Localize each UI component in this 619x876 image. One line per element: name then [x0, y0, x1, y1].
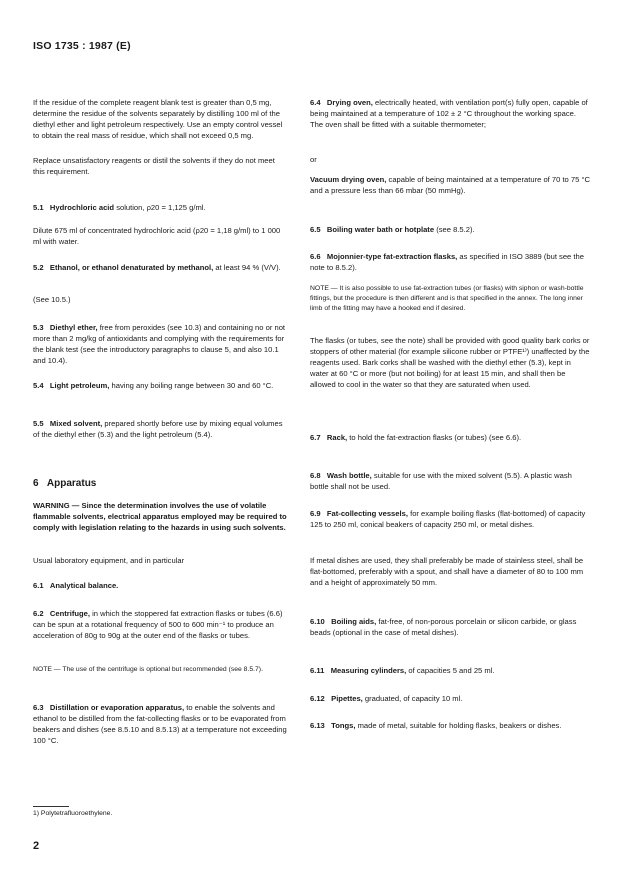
- clause-title: Distillation or evaporation apparatus,: [49, 703, 185, 712]
- page-number: 2: [33, 840, 40, 852]
- paragraph-dilute-acid: Dilute 675 ml of concentrated hydrochloric acid (ρ20 = 1,18 g/ml) to 1 000 ml with water.: [33, 226, 281, 246]
- clause-5-4: [33, 380, 288, 391]
- clause-title: Pipettes,: [331, 694, 363, 703]
- clause-title: Diethyl ether,: [49, 323, 98, 332]
- clause-text: at least 94 % (V/V).: [215, 263, 281, 272]
- clause-text: graduated, of capacity 10 ml.: [364, 694, 463, 703]
- section-number: 6: [33, 478, 39, 489]
- paragraph-see-10-5: (See 10.5.): [33, 295, 71, 304]
- note-fat-extraction-tubes: NOTE — It is also possible to use fat-extraction tubes (or flasks) with siphon or wash-bottle fittings, but the procedure is then different and is that specified in the annex. The long inner limb of the fitting may have a hooked end if desired.: [310, 285, 584, 312]
- clause-text: (see 8.5.2).: [436, 225, 475, 234]
- clause-number: 6.6: [310, 252, 321, 261]
- clause-6-11: [310, 665, 590, 676]
- paragraph-replace-reagents: Replace unsatisfactory reagents or distil the solvents if they do not meet this requirement.: [33, 156, 275, 176]
- clause-title: Boiling aids,: [331, 617, 377, 626]
- clause-6-12: [310, 693, 590, 704]
- clause-6-6: [310, 251, 590, 273]
- clause-title: Fat-collecting vessels,: [326, 509, 408, 518]
- clause-5-5: [33, 418, 288, 440]
- clause-title: Wash bottle,: [326, 471, 372, 480]
- clause-title: Ethanol, or ethanol denaturated by methanol,: [49, 263, 214, 272]
- clause-title: Mojonnier-type fat-extraction flasks,: [326, 252, 458, 261]
- paragraph-corks: The flasks (or tubes, see the note) shall be provided with good quality bark corks or stoppers of other material (for example silicone rubber or PTFE¹⁾) unaffected by the reagents used. Bark corks shall be washed with the diethyl ether (5.3), kept in water at 60 °C or more (but not boiling) for at least 15 min, and shall then be allowed to cool in the water so that they are saturated when used.: [310, 336, 590, 389]
- clause-title: Light petroleum,: [49, 381, 110, 390]
- paragraph-blank-test: If the residue of the complete reagent blank test is greater than 0,5 mg, determine the residue of the solvents separately by distilling 100 ml of the diethyl ether and light petroleum respectively. Use an empty control vessel to obtain the real mass of residue, which shall not exceed 0,5 mg.: [33, 98, 283, 140]
- clause-text: of capacities 5 and 25 ml.: [408, 666, 495, 675]
- clause-number: 5.5: [33, 419, 44, 428]
- warning-paragraph: WARNING — Since the determination involves the use of volatile flammable solvents, electrical apparatus employed may be required to comply with legislation relating to the hazards in using such solvents.: [33, 501, 287, 532]
- clause-number: 6.10: [310, 617, 325, 626]
- clause-text: free from peroxides (see 10.3) and containing no or not more than 2 mg/kg of antioxidants and complying with the requirements for the blank test (see the introductory paragraphs to clause 5, and also 10.1 and 10.4).: [33, 323, 286, 365]
- clause-text: prepared shortly before use by mixing equal volumes of the diethyl ether (5.3) and the light petroleum (5.4).: [33, 419, 283, 439]
- clause-text: made of metal, suitable for holding flasks, beakers or dishes.: [357, 721, 562, 730]
- clause-6-2: [33, 608, 288, 641]
- clause-number: 6.4: [310, 98, 321, 107]
- clause-title: Vacuum drying oven,: [310, 175, 387, 184]
- clause-5-3: [33, 322, 288, 366]
- clause-title: Measuring cylinders,: [330, 666, 407, 675]
- paragraph-or: or: [310, 155, 317, 164]
- clause-title: Rack,: [326, 433, 348, 442]
- clause-text: for example boiling flasks (flat-bottomed) of capacity 125 to 250 ml, conical beakers of capacity 250 ml, or metal dishes.: [310, 509, 586, 529]
- clause-title: Analytical balance.: [49, 581, 119, 590]
- clause-text: electrically heated, with ventilation port(s) fully open, capable of being maintained at a temperature of 102 ± 2 °C throughout the working space. The oven shall be fitted with a suitable thermometer;: [310, 98, 588, 129]
- clause-number: 6.2: [33, 609, 44, 618]
- clause-title: Tongs,: [331, 721, 356, 730]
- clause-text: in which the stoppered fat extraction flasks or tubes (6.6) can be spun at a rotational frequency of 500 to 600 min⁻¹ to produce an acceleration of 80g to 90g at the outer end of the flasks or tubes.: [33, 609, 283, 640]
- clause-number: 6.13: [310, 721, 325, 730]
- footnote: 1) Polytetrafluoroethylene.: [33, 810, 113, 817]
- clause-number: 6.11: [310, 666, 325, 675]
- note-centrifuge: NOTE — The use of the centrifuge is optional but recommended (see 8.5.7).: [33, 666, 263, 673]
- clause-6-10: [310, 616, 590, 638]
- clause-6-4: [310, 97, 590, 130]
- clause-6-9: [310, 508, 590, 530]
- clause-title: Mixed solvent,: [49, 419, 103, 428]
- footnote-divider: [33, 806, 69, 807]
- clause-number: 5.4: [33, 381, 44, 390]
- clause-number: 6.9: [310, 509, 321, 518]
- vacuum-drying-oven: [310, 174, 590, 196]
- clause-title: Centrifuge,: [49, 609, 90, 618]
- clause-text: as specified in ISO 3889 (but see the note to 8.5.2).: [310, 252, 584, 272]
- clause-number: 5.2: [33, 263, 44, 272]
- clause-number: 6.12: [310, 694, 325, 703]
- clause-text: solution, ρ20 = 1,125 g/ml.: [116, 203, 206, 212]
- document-header: ISO 1735 : 1987 (E): [33, 40, 131, 52]
- clause-number: 6.8: [310, 471, 321, 480]
- clause-text: capable of being maintained at a temperature of 70 to 75 °C and a pressure less than 66 mbar (50 mmHg).: [310, 175, 590, 195]
- clause-6-7: [310, 432, 590, 443]
- clause-6-1: [33, 580, 288, 591]
- clause-text: having any boiling range between 30 and 60 °C.: [111, 381, 274, 390]
- clause-number: 6.1: [33, 581, 44, 590]
- clause-5-2: [33, 262, 288, 273]
- clause-text: fat-free, of non-porous porcelain or silicon carbide, or glass beads (optional in the case of metal dishes).: [310, 617, 577, 637]
- clause-text: to enable the solvents and ethanol to be distilled from the fat-collecting flasks or to be evaporated from beakers and dishes (see 8.5.10 and 8.5.13) at a temperature not exceeding 100 °C.: [33, 703, 287, 745]
- paragraph-usual-equipment: Usual laboratory equipment, and in particular: [33, 556, 185, 565]
- clause-number: 6.5: [310, 225, 321, 234]
- section-title: Apparatus: [46, 478, 97, 489]
- clause-6-13: [310, 720, 590, 731]
- clause-number: 5.3: [33, 323, 44, 332]
- clause-text: suitable for use with the mixed solvent (5.5). A plastic wash bottle shall not be used.: [310, 471, 572, 491]
- clause-number: 5.1: [33, 203, 44, 212]
- clause-title: Boiling water bath or hotplate: [326, 225, 435, 234]
- clause-title: Hydrochloric acid: [49, 203, 115, 212]
- clause-6-3: [33, 702, 288, 746]
- section-6-heading: [33, 477, 288, 490]
- clause-title: Drying oven,: [326, 98, 373, 107]
- clause-6-5: [310, 224, 590, 235]
- clause-text: to hold the fat-extraction flasks (or tubes) (see 6.6).: [349, 433, 522, 442]
- paragraph-metal-dishes: If metal dishes are used, they shall preferably be made of stainless steel, shall be flat-bottomed, preferably with a spout, and shall have a diameter of 80 to 100 mm and a height of approximately 50 mm.: [310, 556, 584, 587]
- clause-6-8: [310, 470, 590, 492]
- clause-number: 6.7: [310, 433, 321, 442]
- clause-number: 6.3: [33, 703, 44, 712]
- clause-5-1: [33, 202, 288, 213]
